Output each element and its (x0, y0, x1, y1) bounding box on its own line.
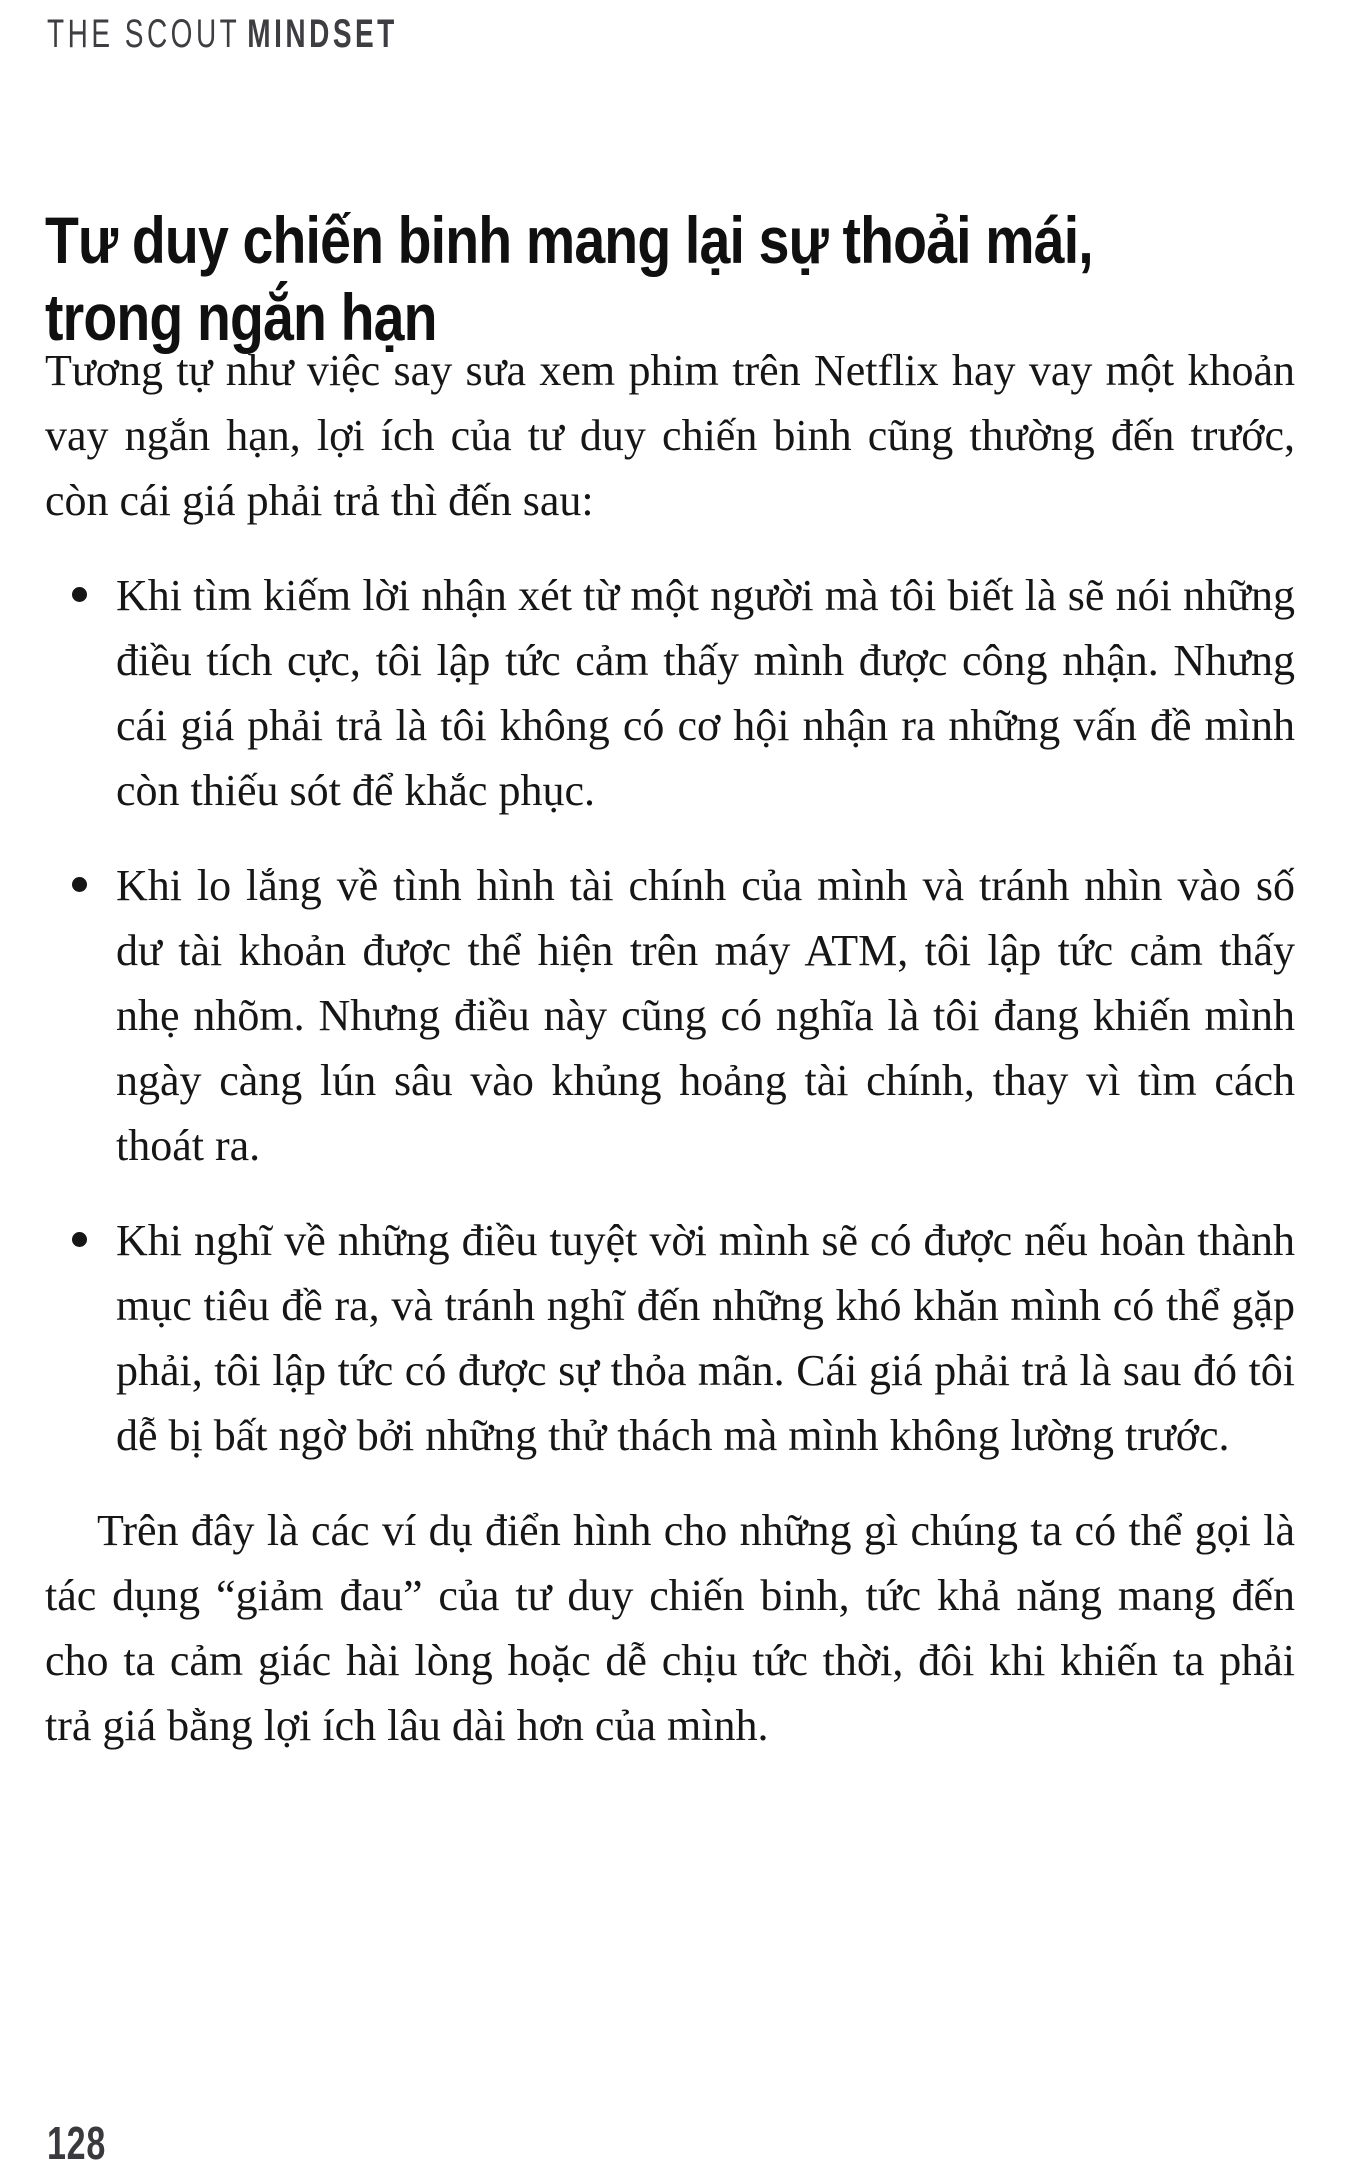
intro-paragraph: Tương tự như việc say sưa xem phim trên Netflix hay vay một khoản vay ngắn hạn, lợi ích của tư duy chiến binh cũng thường đến trước, còn cái giá phải trả thì đến sau: (45, 346, 1295, 525)
bullet-item-finances: Khi lo lắng về tình hình tài chính của mình và tránh nhìn vào số dư tài khoản được thể hiện trên máy ATM, tôi lập tức cảm thấy nhẹ nhõm. Nhưng điều này cũng có nghĩa là tôi đang khiến mình ngày càng lún sâu vào khủng hoảng tài chính, thay vì tìm cách thoát ra. (116, 853, 1295, 1178)
running-header (47, 14, 398, 54)
bullet-item-goals: Khi nghĩ về những điều tuyệt vời mình sẽ có được nếu hoàn thành mục tiêu đề ra, và tránh nghĩ đến những khó khăn mình có thể gặp phải, tôi lập tức có được sự thỏa mãn. Cái giá phải trả là sau đó tôi dễ bị bất ngờ bởi những thử thách mà mình không lường trước. (116, 1208, 1295, 1468)
page-number: 128 (47, 2117, 107, 2169)
section-title-line-1: Tư duy chiến binh mang lại sự thoải mái, (45, 203, 1093, 278)
body-text (45, 338, 1295, 1758)
section-title-line-2: trong ngắn hạn (45, 280, 437, 355)
running-header-book-title-bold: MINDSET (247, 12, 398, 56)
bullet-list (45, 563, 1295, 1468)
running-header-book-title-regular: THE SCOUT (47, 12, 241, 56)
bullet-item-feedback: Khi tìm kiếm lời nhận xét từ một người mà tôi biết là sẽ nói những điều tích cực, tôi lập tức cảm thấy mình được công nhận. Nhưng cái giá phải trả là tôi không có cơ hội nhận ra những vấn đề mình còn thiếu sót để khắc phục. (116, 563, 1295, 823)
closing-paragraph: Trên đây là các ví dụ điển hình cho những gì chúng ta có thể gọi là tác dụng “giảm đau” của tư duy chiến binh, tức khả năng mang đến cho ta cảm giác hài lòng hoặc dễ chịu tức thời, đôi khi khiến ta phải trả giá bằng lợi ích lâu dài hơn của mình. (45, 1506, 1295, 1750)
section-title (45, 202, 1093, 356)
